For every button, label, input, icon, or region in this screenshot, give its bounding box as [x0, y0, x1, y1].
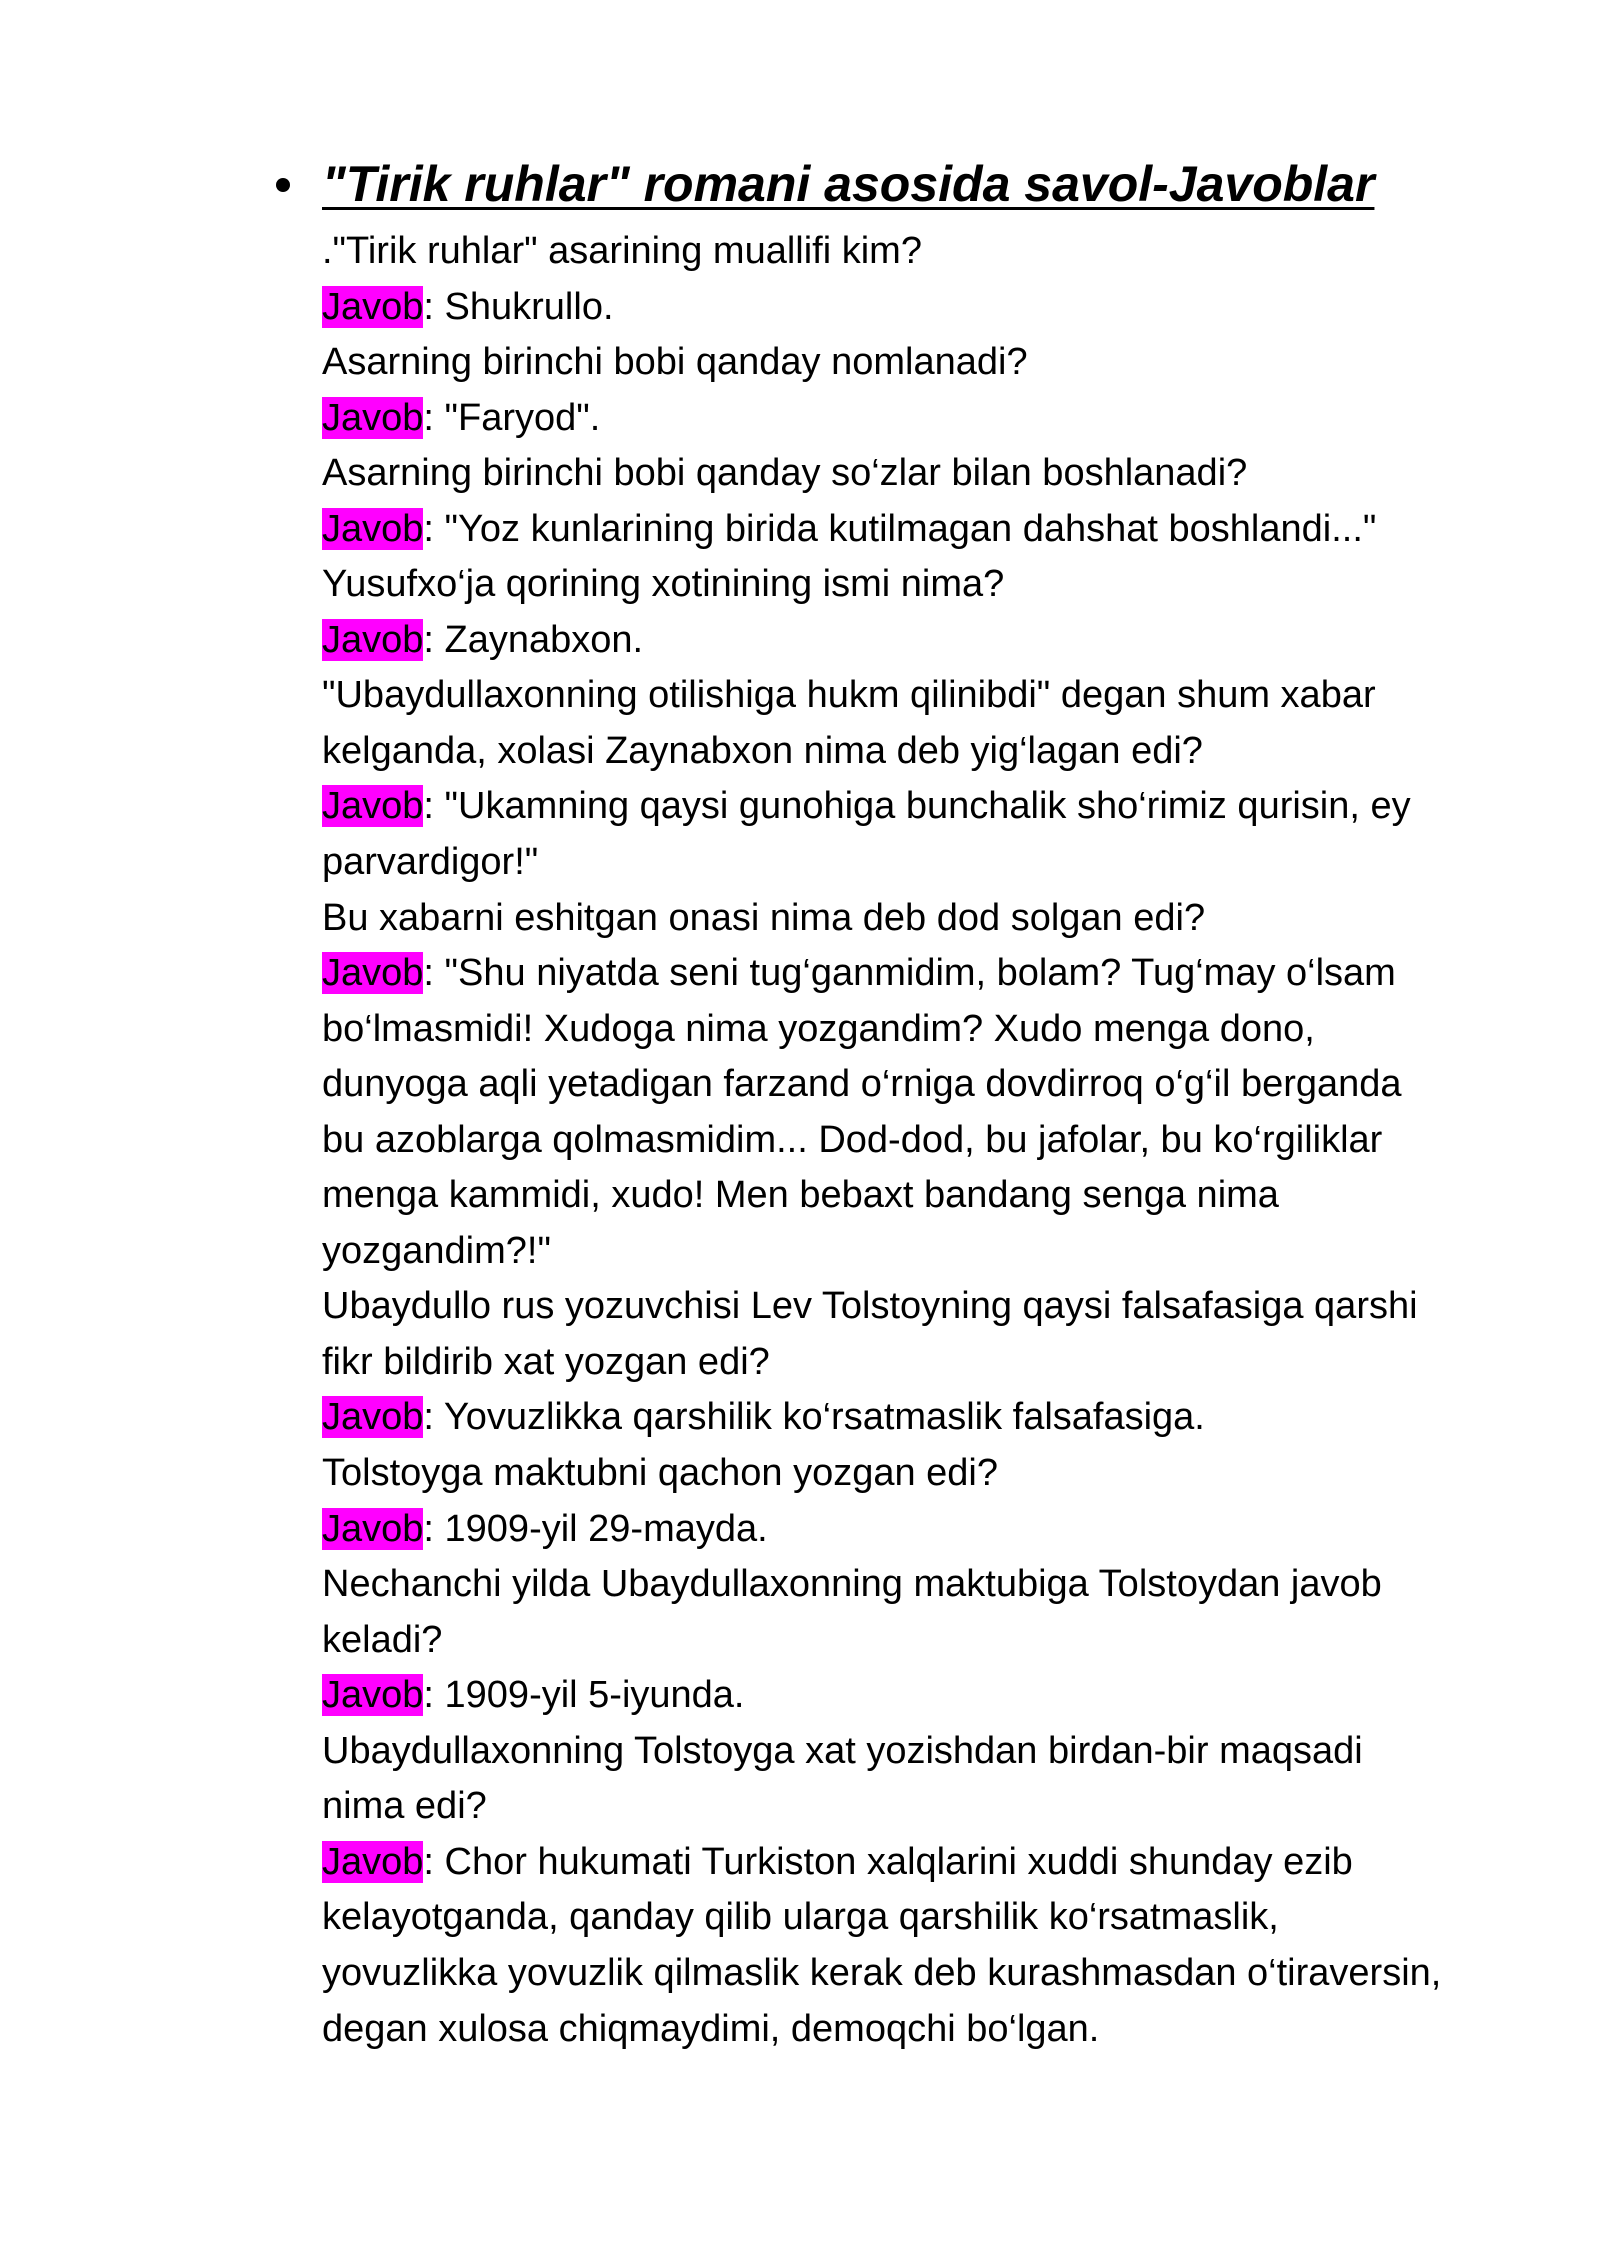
answer-line	[322, 1502, 1441, 1558]
answer-label-highlight: Javob	[322, 785, 424, 828]
answer-line	[322, 280, 1441, 336]
answer-separator: :	[423, 1396, 444, 1439]
answer-label-highlight: Javob	[322, 1396, 424, 1439]
answer-line	[322, 502, 1441, 558]
answer-separator: :	[423, 618, 445, 661]
answer-line	[322, 1835, 1441, 1891]
answer-text: 1909-yil 29-mayda.	[444, 1507, 768, 1550]
question-line: kelganda, xolasi Zaynabxon nima deb yig‘lagan edi?	[322, 729, 1203, 772]
answer-text: Zaynabxon.	[444, 618, 644, 661]
answer-separator: :	[423, 952, 445, 995]
answer-label-highlight: Javob	[322, 285, 424, 328]
answer-text: "Shu niyatda seni tug‘ganmidim, bolam? Tug‘may o‘lsam	[444, 952, 1396, 995]
answer-line: degan xulosa chiqmaydimi, demoqchi bo‘lgan.	[322, 2007, 1100, 2050]
answer-separator: :	[423, 1840, 445, 1883]
answer-line: parvardigor!"	[322, 841, 539, 884]
answer-label-highlight: Javob	[322, 952, 424, 995]
qa-item	[322, 668, 1441, 890]
answer-line: bu azoblarga qolmasmidim... Dod-dod, bu jafolar, bu ko‘rgiliklar	[322, 1118, 1383, 1161]
answer-separator: :	[423, 785, 445, 828]
qa-item	[322, 446, 1441, 557]
answer-text: 1909-yil 5-iyunda.	[444, 1674, 745, 1717]
answer-line: kelayotganda, qanday qilib ularga qarshilik ko‘rsatmaslik,	[322, 1896, 1279, 1939]
bullet-icon	[276, 178, 290, 192]
answer-separator: :	[423, 1507, 445, 1550]
qa-item	[322, 1446, 1441, 1557]
qa-item	[322, 335, 1441, 446]
qa-item	[322, 1279, 1441, 1446]
document-title: "Tirik ruhlar" romani asosida savol-Javoblar	[322, 156, 1375, 212]
answer-separator: :	[423, 396, 445, 439]
answer-text: Chor hukumati Turkiston xalqlarini xuddi shunday ezib	[444, 1840, 1353, 1883]
qa-item	[322, 557, 1441, 668]
question-line: Asarning birinchi bobi qanday so‘zlar bilan boshlanadi?	[322, 452, 1248, 495]
answer-line	[322, 391, 1441, 447]
answer-text: "Yoz kunlarining birida kutilmagan dahshat boshlandi..."	[444, 507, 1377, 550]
question-line: Tolstoyga maktubni qachon yozgan edi?	[322, 1452, 999, 1495]
answer-line: dunyoga aqli yetadigan farzand o‘rniga dovdirroq o‘g‘il berganda	[322, 1063, 1402, 1106]
answer-line: menga kammidi, xudo! Men bebaxt bandang senga nima	[322, 1174, 1279, 1217]
question-line: nima edi?	[322, 1785, 487, 1828]
answer-line	[322, 1668, 1441, 1724]
answer-text: "Faryod".	[444, 396, 601, 439]
answer-line	[322, 779, 1441, 835]
question-line: "Ubaydullaxonning otilishiga hukm qilinibdi" degan shum xabar	[322, 674, 1376, 717]
answer-line: yovuzlikka yovuzlik qilmaslik kerak deb kurashmasdan o‘tiraversin,	[322, 1951, 1442, 1994]
answer-line	[322, 946, 1441, 1002]
question-line: Asarning birinchi bobi qanday nomlanadi?	[322, 341, 1028, 384]
question-line: Nechanchi yilda Ubaydullaxonning maktubiga Tolstoydan javob	[322, 1563, 1382, 1606]
question-line: fikr bildirib xat yozgan edi?	[322, 1340, 770, 1383]
question-line: Yusufxo‘ja qorining xotinining ismi nima?	[322, 563, 1005, 606]
answer-text: "Ukamning qaysi gunohiga bunchalik sho‘rimiz qurisin, ey	[444, 785, 1411, 828]
question-line: Bu xabarni eshitgan onasi nima deb dod solgan edi?	[322, 896, 1206, 939]
answer-label-highlight: Javob	[322, 618, 424, 661]
answer-line: yozgandim?!"	[322, 1229, 551, 1272]
answer-separator: :	[423, 285, 445, 328]
question-line: Ubaydullaxonning Tolstoyga xat yozishdan birdan-bir maqsadi	[322, 1729, 1363, 1772]
question-line: ."Tirik ruhlar" asarining muallifi kim?	[322, 230, 922, 272]
qa-item	[322, 1724, 1441, 2057]
qa-list	[322, 224, 1441, 2057]
answer-label-highlight: Javob	[322, 396, 424, 439]
answer-label-highlight: Javob	[322, 1674, 424, 1717]
qa-item	[322, 1557, 1441, 1724]
qa-item	[322, 224, 1441, 335]
question-line: keladi?	[322, 1618, 443, 1661]
answer-separator: :	[423, 507, 445, 550]
answer-label-highlight: Javob	[322, 1840, 424, 1883]
qa-item	[322, 891, 1441, 1280]
answer-separator: :	[423, 1674, 445, 1717]
answer-text: Yovuzlikka qarshilik ko‘rsatmaslik falsafasiga.	[443, 1396, 1205, 1439]
answer-text: Shukrullo.	[444, 285, 614, 328]
answer-line	[322, 1390, 1441, 1446]
answer-line	[322, 613, 1441, 669]
question-line: Ubaydullo rus yozuvchisi Lev Tolstoyning qaysi falsafasiga qarshi	[322, 1285, 1418, 1328]
answer-label-highlight: Javob	[322, 507, 424, 550]
answer-label-highlight: Javob	[322, 1507, 424, 1550]
answer-line: bo‘lmasmidi! Xudoga nima yozgandim? Xudo menga dono,	[322, 1007, 1315, 1050]
